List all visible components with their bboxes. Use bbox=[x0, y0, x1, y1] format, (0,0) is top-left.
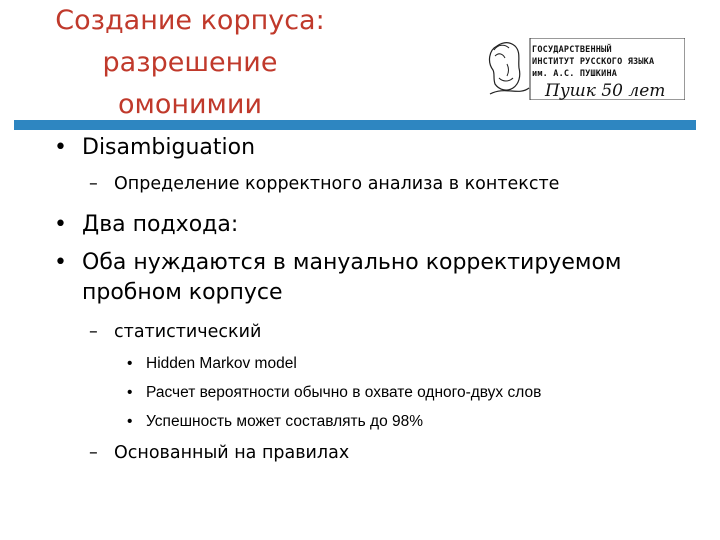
slide-title bbox=[20, 0, 360, 126]
dash-marker: – bbox=[89, 322, 98, 342]
sub-sub-bullet-text: Успешность может составлять до 98% bbox=[146, 413, 424, 430]
bullet-text-line-2: пробном корпусе bbox=[82, 280, 283, 305]
bullet-marker: • bbox=[54, 135, 67, 160]
logo-signature: Пушк 50 лет bbox=[545, 81, 666, 101]
bullet-marker: • bbox=[127, 413, 133, 430]
logo-text bbox=[532, 44, 654, 80]
bullet-both-need bbox=[54, 248, 622, 308]
bullet-marker: • bbox=[54, 212, 67, 237]
sub-sub-bullet-hmm bbox=[127, 354, 297, 374]
logo-text-line-2: ИНСТИТУТ РУССКОГО ЯЗЫКА bbox=[532, 57, 655, 67]
bullet-marker: • bbox=[127, 355, 133, 372]
dash-marker: – bbox=[89, 443, 98, 463]
sub-bullet-text: Основанный на правилах bbox=[114, 443, 350, 463]
bullet-marker: • bbox=[54, 250, 67, 275]
sub-bullet-statistical bbox=[89, 320, 262, 344]
bullet-text: Два подхода: bbox=[82, 212, 239, 237]
slide-title-line-3: омонимии bbox=[117, 89, 263, 120]
bullet-text-line-1: Оба нуждаются в мануально корректируемом bbox=[82, 250, 622, 275]
bullet-text: Disambiguation bbox=[82, 135, 256, 160]
sub-sub-bullet-success bbox=[127, 412, 424, 432]
sub-sub-bullet-text: Расчет вероятности обычно в охвате одного-двух слов bbox=[146, 384, 542, 401]
slide-title-line-2: разрешение bbox=[102, 47, 278, 78]
sub-sub-bullet-probability bbox=[127, 383, 542, 403]
slide-title-line-1: Создание корпуса: bbox=[55, 5, 325, 36]
bullet-marker: • bbox=[127, 384, 133, 401]
sub-sub-bullet-text: Hidden Markov model bbox=[146, 355, 297, 372]
logo-text-line-3: им. А.С. ПУШКИНА bbox=[532, 69, 618, 79]
title-divider bbox=[14, 120, 696, 130]
bullet-disambiguation bbox=[54, 133, 256, 163]
sub-bullet-text: статистический bbox=[114, 322, 262, 342]
logo-text-line-1: ГОСУДАРСТВЕННЫЙ bbox=[532, 45, 612, 55]
sub-bullet-rule-based bbox=[89, 441, 350, 465]
sub-bullet-text: Определение корректного анализа в контексте bbox=[114, 174, 560, 194]
bullet-two-approaches bbox=[54, 210, 239, 240]
dash-marker: – bbox=[89, 174, 98, 194]
sub-bullet-definition bbox=[89, 172, 560, 196]
